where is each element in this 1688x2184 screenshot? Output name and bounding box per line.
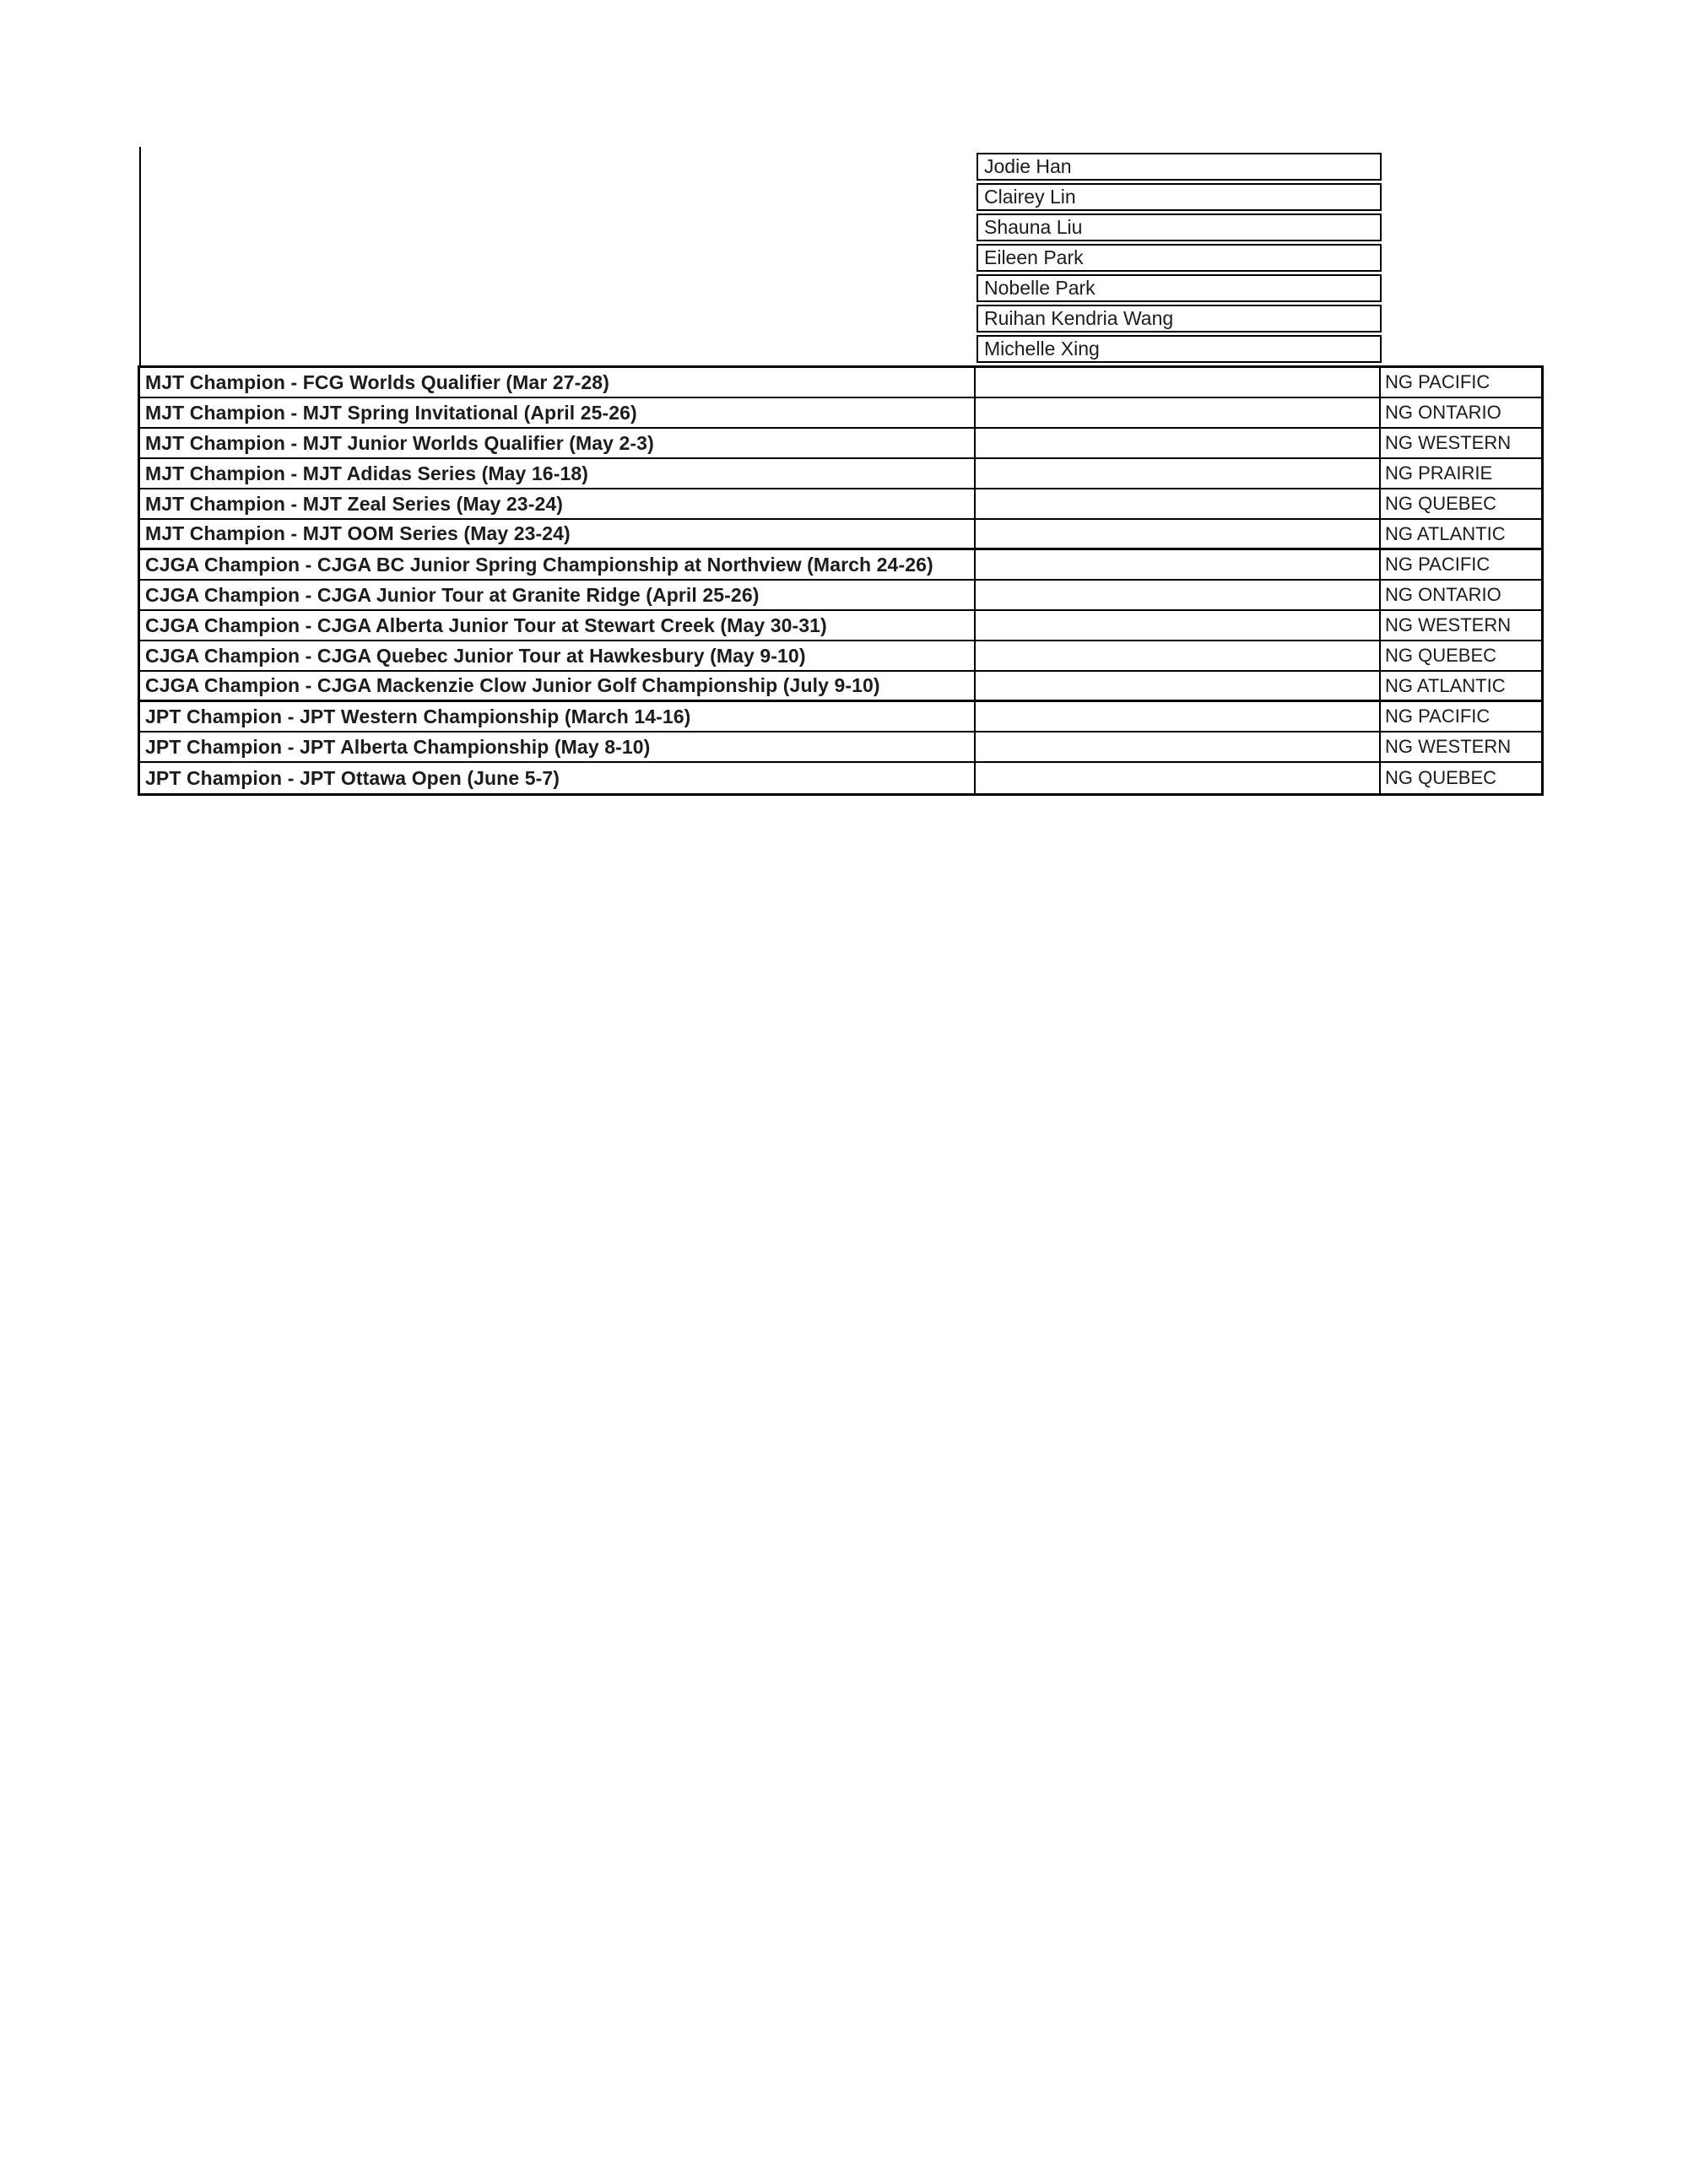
winner-cell <box>976 429 1381 457</box>
winner-cell <box>976 459 1381 488</box>
region-cell: NG ATLANTIC <box>1385 522 1506 544</box>
event-cell: CJGA Champion - CJGA BC Junior Spring Championship at Northview (March 24-26) <box>140 550 976 579</box>
winner-cell <box>976 581 1381 609</box>
winner-cell <box>976 489 1381 518</box>
event-cell: MJT Champion - MJT Junior Worlds Qualifier (May 2-3) <box>140 429 976 457</box>
name-cell: Clairey Lin <box>977 183 1382 211</box>
table-row <box>140 459 1541 489</box>
table-row <box>140 429 1541 459</box>
region-cell: NG QUEBEC <box>1385 645 1497 666</box>
name-cell: Shauna Liu <box>977 214 1382 241</box>
region-cell: NG PRAIRIE <box>1385 462 1493 484</box>
name-cell: Michelle Xing <box>977 335 1382 363</box>
event-cell: MJT Champion - FCG Worlds Qualifier (Mar 27-28) <box>140 368 976 397</box>
winner-cell <box>976 702 1381 731</box>
winner-cell <box>976 733 1381 761</box>
table-row <box>140 672 1541 702</box>
winner-cell <box>976 611 1381 640</box>
region-cell: NG ONTARIO <box>1385 402 1501 423</box>
region-cell: NG QUEBEC <box>1385 767 1497 788</box>
table-row <box>140 550 1541 581</box>
winner-cell <box>976 672 1381 700</box>
event-cell: CJGA Champion - CJGA Mackenzie Clow Junior Golf Championship (July 9-10) <box>140 672 976 700</box>
event-cell: MJT Champion - MJT Spring Invitational (April 25-26) <box>140 398 976 427</box>
table-row <box>140 489 1541 520</box>
table-row <box>140 368 1541 398</box>
table-row <box>140 763 1541 793</box>
region-cell: NG PACIFIC <box>1385 371 1491 392</box>
winner-cell <box>976 520 1381 548</box>
left-border-line <box>139 147 141 366</box>
table-row <box>140 398 1541 429</box>
event-cell: JPT Champion - JPT Alberta Championship (May 8-10) <box>140 733 976 761</box>
winner-cell <box>976 641 1381 670</box>
table-row <box>140 702 1541 733</box>
name-cell: Ruihan Kendria Wang <box>977 305 1382 332</box>
table-row <box>140 641 1541 672</box>
winner-cell <box>976 550 1381 579</box>
region-cell: NG WESTERN <box>1385 736 1512 757</box>
region-cell: NG QUEBEC <box>1385 493 1497 514</box>
region-cell: NG ONTARIO <box>1385 584 1501 605</box>
event-cell: CJGA Champion - CJGA Alberta Junior Tour at Stewart Creek (May 30-31) <box>140 611 976 640</box>
event-cell: MJT Champion - MJT OOM Series (May 23-24) <box>140 520 976 548</box>
event-cell: MJT Champion - MJT Adidas Series (May 16-18) <box>140 459 976 488</box>
name-cell: Jodie Han <box>977 153 1382 181</box>
region-cell: NG WESTERN <box>1385 432 1512 453</box>
event-cell: CJGA Champion - CJGA Junior Tour at Granite Ridge (April 25-26) <box>140 581 976 609</box>
event-cell: JPT Champion - JPT Ottawa Open (June 5-7) <box>140 763 976 793</box>
table-row <box>140 520 1541 550</box>
event-cell: JPT Champion - JPT Western Championship (March 14-16) <box>140 702 976 731</box>
region-cell: NG PACIFIC <box>1385 554 1491 575</box>
champions-table <box>138 365 1544 796</box>
name-cell: Nobelle Park <box>977 274 1382 302</box>
event-cell: CJGA Champion - CJGA Quebec Junior Tour at Hawkesbury (May 9-10) <box>140 641 976 670</box>
winner-cell <box>976 368 1381 397</box>
region-cell: NG ATLANTIC <box>1385 674 1506 696</box>
name-cell: Eileen Park <box>977 244 1382 272</box>
table-row <box>140 581 1541 611</box>
region-cell: NG WESTERN <box>1385 614 1512 635</box>
event-cell: MJT Champion - MJT Zeal Series (May 23-24) <box>140 489 976 518</box>
region-cell: NG PACIFIC <box>1385 705 1491 727</box>
table-row <box>140 611 1541 641</box>
winner-cell <box>976 763 1381 793</box>
table-row <box>140 733 1541 763</box>
winner-cell <box>976 398 1381 427</box>
winner-name-list <box>977 153 1382 365</box>
